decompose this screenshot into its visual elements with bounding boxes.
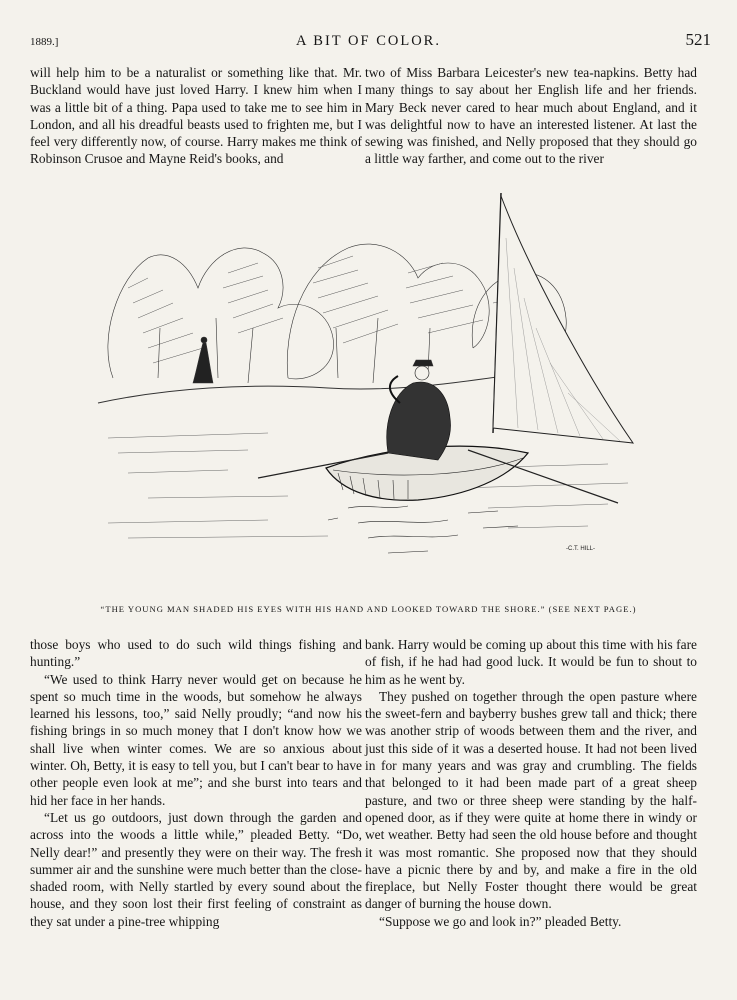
illustration xyxy=(88,178,648,596)
paragraph: “Suppose we go and look in?” pleaded Betty. xyxy=(379,913,622,929)
bottom-left-column xyxy=(30,636,362,930)
bottom-right-column xyxy=(365,636,697,930)
young-man xyxy=(387,382,451,460)
woman-on-shore xyxy=(193,343,213,383)
tree-foliage-mid xyxy=(287,244,489,378)
paragraph: “We used to think Harry never would get on because he spent so much time in the woods, but somehow he always learned his lessons, too,” said Nelly proudly; “and now his fishing brings in so much money that I don't know how we shall live when winter comes. We are so anxious about winter. Oh, Betty, it is easy to tell you, but I can't bear to have other people even look at me”; and she burst into tears and hid her face in her hands. xyxy=(30,671,362,808)
issue-date: 1889.] xyxy=(30,36,59,48)
artist-signature: -C.T. HILL- xyxy=(566,546,596,552)
paragraph: will help him to be a naturalist or something like that. Mr. Buckland would have just loved Harry. I knew him when I was a little bit of a thing. Papa used to take me to see him in London, and all his dreadful beasts used to frighten me, but I feel very differently now, of course. Harry makes me think of Robinson Crusoe and Mayne Reid's books, and xyxy=(30,65,362,167)
paragraph: bank. Harry would be coming up about this time with his fare of fish, if he had had good luck. It would be fun to shout to him as he went by. xyxy=(365,637,697,687)
shoreline xyxy=(98,368,558,403)
paragraph: “Let us go outdoors, just down through the garden and across into the woods a little while,” pleaded Betty. “Do, Nelly dear!” and presently they were on their way. The fresh summer air and the sunshine were much better than the close-shaded room, with Nelly startled by every sound about the house, and they soon lost their first feeling of constraint as they sat under a pine-tree whipping xyxy=(30,809,362,929)
running-head xyxy=(0,30,737,54)
paragraph: those boys who used to do such wild things fishing and hunting.” xyxy=(30,637,362,670)
illustration-drawing xyxy=(88,178,648,596)
illustration-caption: “THE YOUNG MAN SHADED HIS EYES WITH HIS HAND AND LOOKED TOWARD THE SHORE.” (SEE NEXT PAGE.) xyxy=(100,604,637,614)
article-title: A BIT OF COLOR. xyxy=(296,33,441,49)
top-right-column xyxy=(365,64,697,168)
page-number: 521 xyxy=(685,30,711,49)
top-left-column xyxy=(30,64,362,168)
sail xyxy=(493,196,633,443)
paragraph: two of Miss Barbara Leicester's new tea-napkins. Betty had many things to say about her English life and her friends. Mary Beck never cared to hear much about England, and it was delightful now to have an interested listener. At last the sewing was finished, and Nelly proposed that they should go a little way farther, and come out to the river xyxy=(365,65,697,167)
tree-foliage-left xyxy=(108,248,334,379)
paragraph: They pushed on together through the open pasture where the sweet-fern and bayberry bushes grew tall and thick; there was another strip of woods between them and the river, and just this side of it was a deserted house. It had not been lived in for many years and was gray and crumbling. The fields that belonged to it had been made part of a great sheep pasture, and two or three sheep were standing by the half-opened door, as if they were quite at home there in windy or wet weather. Betty had seen the old house before and thought it was most romantic. She proposed now that they should have a picnic there by and by, and make a fire in the old fireplace, but Nelly Foster thought there would be great danger of burning the house down. xyxy=(365,688,697,912)
